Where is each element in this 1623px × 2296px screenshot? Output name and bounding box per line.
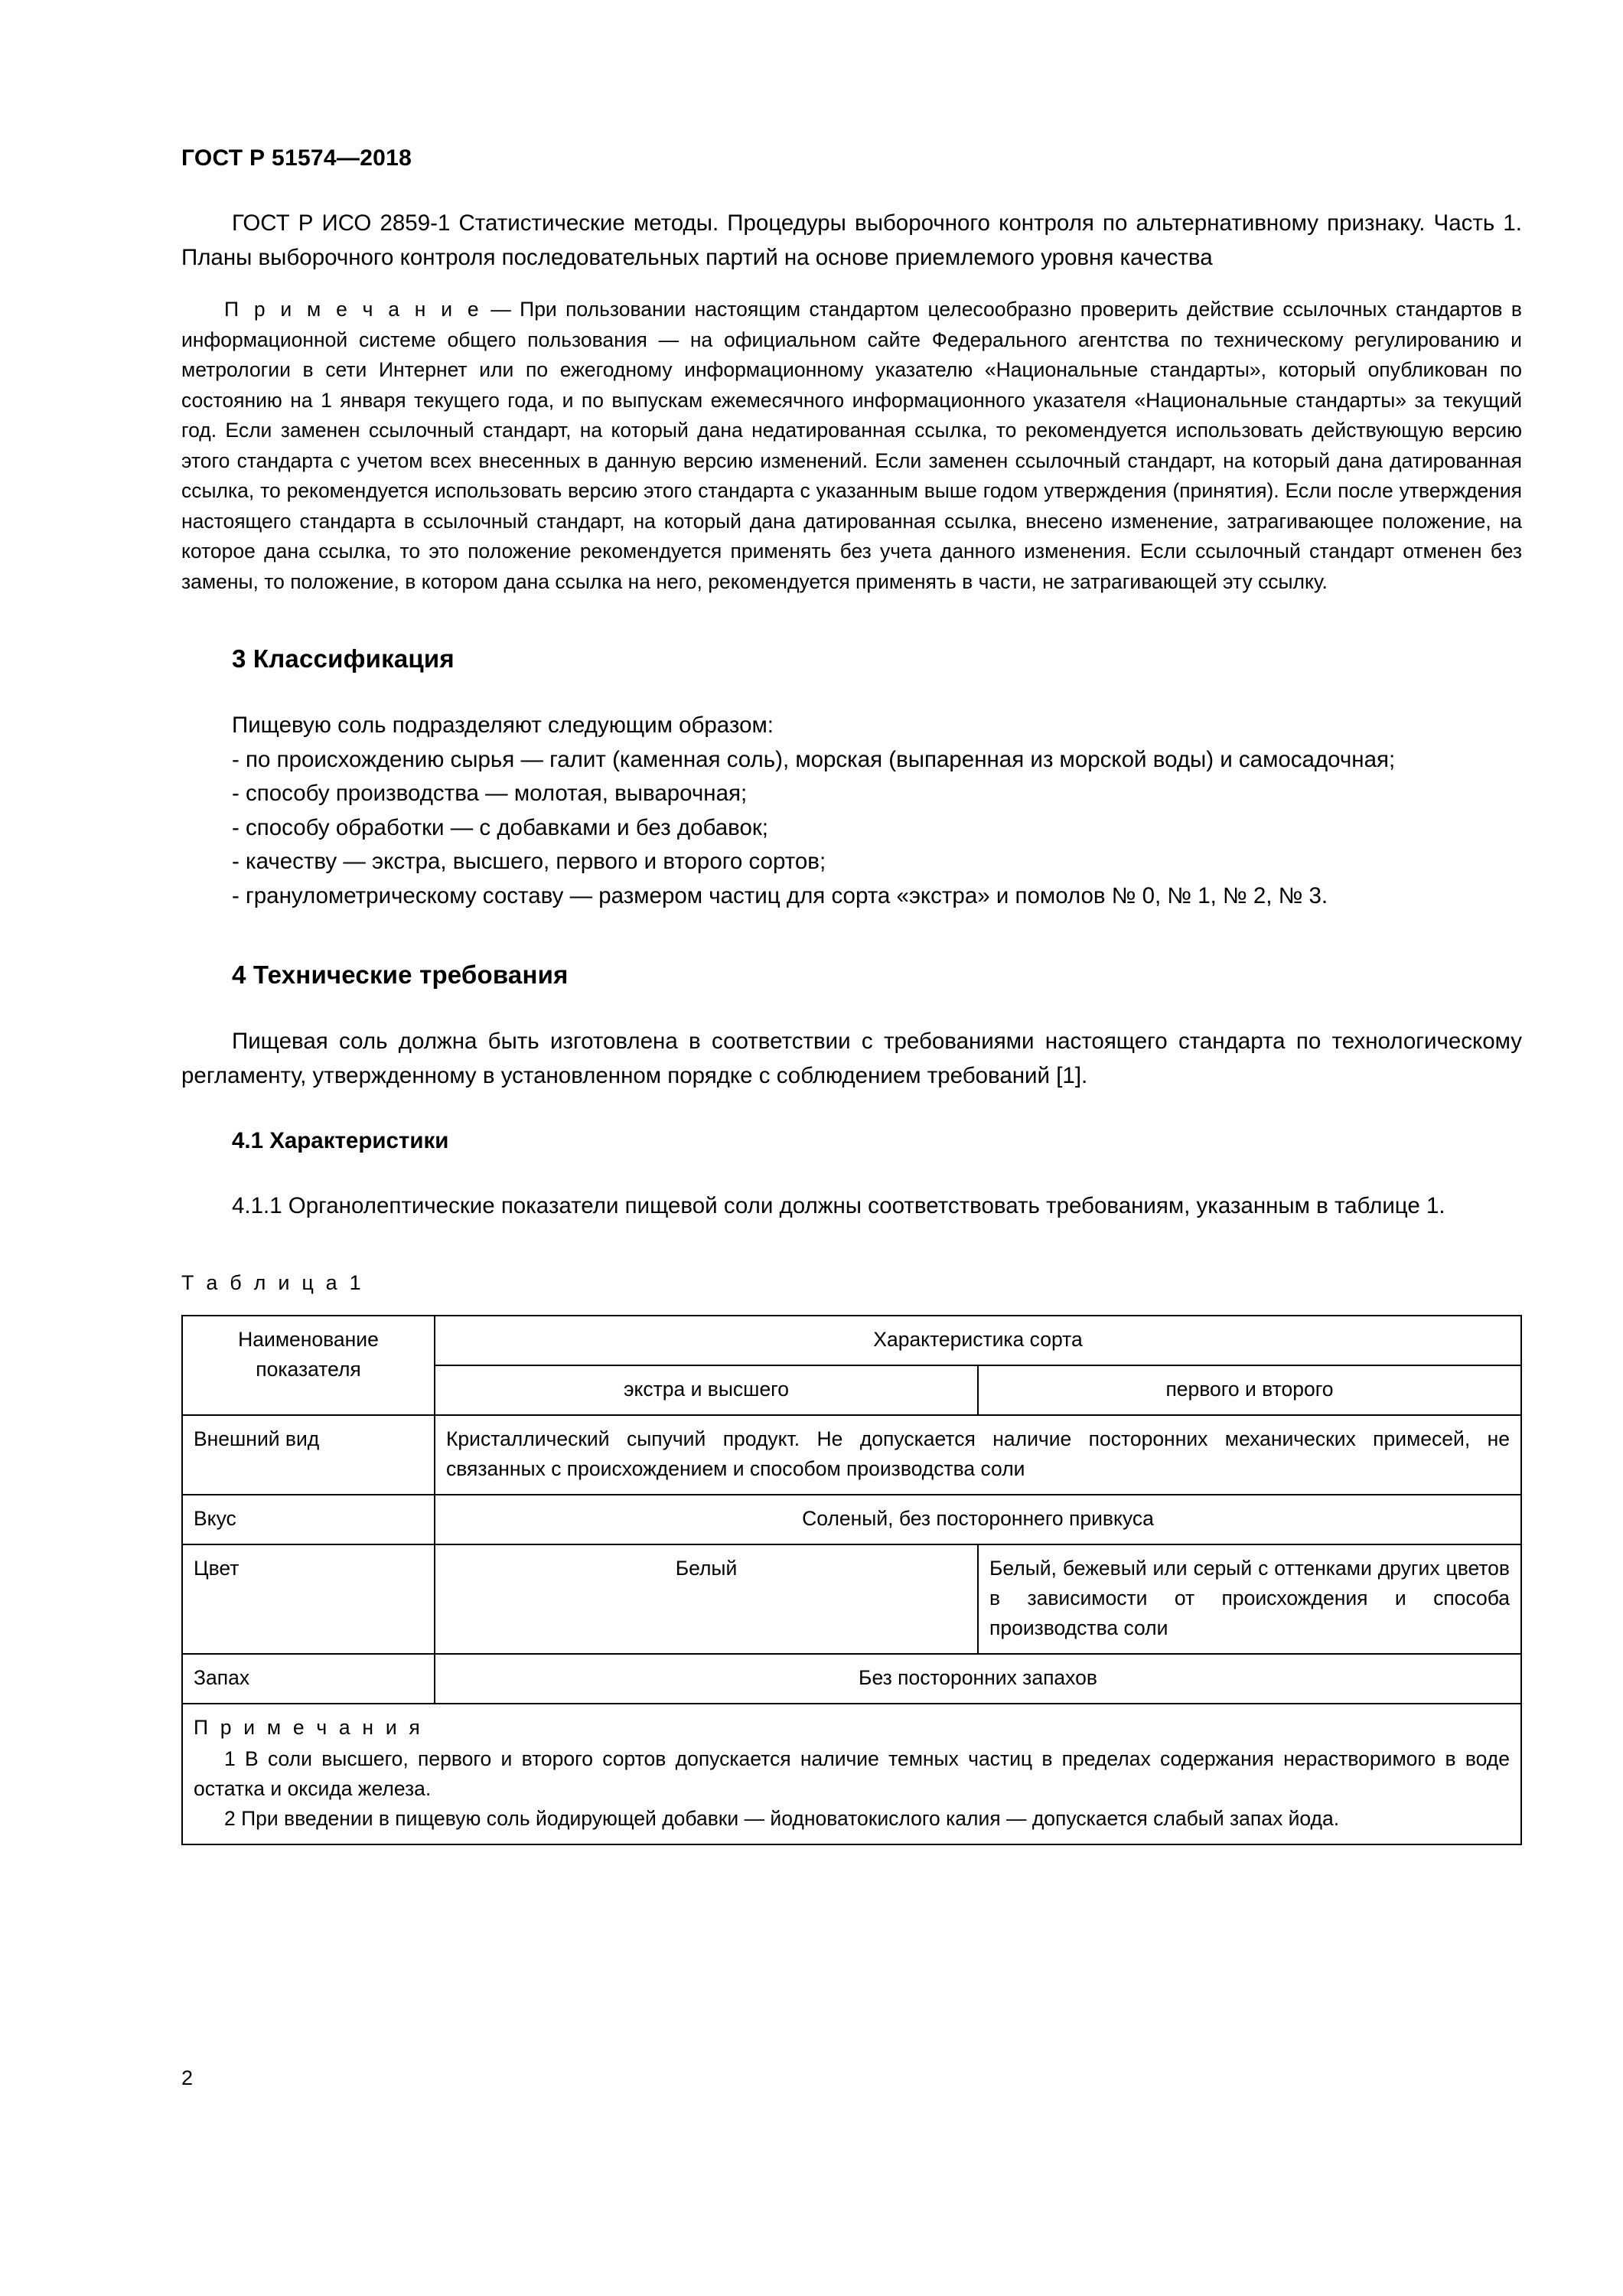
table-row (182, 1654, 1521, 1704)
table-header-row (182, 1316, 1521, 1365)
table-row (182, 1544, 1521, 1654)
row-value-taste: Соленый, без постороннего привкуса (435, 1495, 1521, 1544)
note-text: При пользовании настоящим стандартом целесообразно проверить действие ссылочных стандартов в информационной системе общего пользования — на официальном сайте Федерального агентства по техническому регулированию и метрологии в сети Интернет или по ежегодному информационному указателю «Национальные стандарты», который опубликован по состоянию на 1 января текущего года, и по выпускам ежемесячного информационного указателя «Национальные стандарты» за текущий год. Если заменен ссылочный стандарт, на который дана недатированная ссылка, то рекомендуется использовать действующую версию этого стандарта с учетом всех внесенных в данную версию изменений. Если заменен ссылочный стандарт, на который дана датированная ссылка, то рекомендуется использовать версию этого стандарта с указанным выше годом утверждения (принятия). Если после утверждения настоящего стандарта в ссылочный стандарт, на который дана датированная ссылка, внесено изменение, затрагивающее положение, на которое дана ссылка, то это положение рекомендуется применять без учета данного изменения. Если ссылочный стандарт отменен без замены, то положение, в котором дана ссылка на него, рекомендуется применять в части, не затрагивающей эту ссылку. (181, 298, 1523, 593)
document-body (181, 207, 1522, 1845)
table-note-item: 2 При введении в пищевую соль йодирующей добавки — йодноватокислого калия — допускается слабый запах йода. (224, 1806, 1340, 1830)
row-value-color-extra-high: Белый (435, 1544, 978, 1654)
row-name-taste: Вкус (182, 1495, 435, 1544)
table-row (182, 1495, 1521, 1544)
list-item: - способу производства — молотая, выварочная; (232, 781, 748, 806)
table-subheader-first-second: первого и второго (978, 1365, 1521, 1415)
row-value-color-first-second: Белый, бежевый или серый с оттенками других цветов в зависимости от происхождения и способа производства соли (978, 1544, 1521, 1654)
running-header: ГОСТ Р 51574—2018 (181, 145, 412, 171)
table-note-item: 1 В соли высшего, первого и второго сортов допускается наличие темных частиц в пределах содержания нерастворимого в воде остатка и оксида железа. (194, 1746, 1510, 1800)
table-organoleptic-indicators (181, 1315, 1522, 1845)
note-block (181, 295, 1522, 597)
note-dash: — (481, 298, 520, 321)
clause-4-1-1: 4.1.1 Органолептические показатели пищевой соли должны соответствовать требованиям, указанным в таблице 1. (232, 1193, 1445, 1218)
reference-paragraph: ГОСТ Р ИСО 2859-1 Статистические методы. Процедуры выборочного контроля по альтернативному признаку. Часть 1. Планы выборочного контроля последовательных партий на основе приемлемого уровня качества (181, 210, 1522, 270)
list-item: - гранулометрическому составу — размером частиц для сорта «экстра» и помолов № 0, № 1, № 2, № 3. (232, 882, 1328, 908)
row-name-color: Цвет (182, 1544, 435, 1654)
table-notes (182, 1704, 1521, 1844)
section-heading-3: 3 Классификация (232, 644, 455, 673)
table-caption: Т а б л и ц а 1 (181, 1270, 364, 1294)
table-row (182, 1415, 1521, 1495)
section4-intro: Пищевая соль должна быть изготовлена в соответствии с требованиями настоящего стандарта по технологическому регламенту, утвержденному в установленном порядке с соблюдением требований [1]. (181, 1029, 1522, 1088)
section-heading-4: 4 Технические требования (232, 960, 569, 989)
section3-intro: Пищевую соль подразделяют следующим образом: (232, 713, 774, 738)
subsection-heading-4-1: 4.1 Характеристики (232, 1128, 449, 1153)
page-number: 2 (181, 2066, 194, 2089)
row-name-smell: Запах (182, 1654, 435, 1704)
note-label: П р и м е ч а н и е (224, 298, 482, 321)
table-header-name: Наименование показателя (182, 1316, 435, 1415)
table-notes-heading: П р и м е ч а н и я (194, 1715, 423, 1739)
table-header-group: Характеристика сорта (435, 1316, 1521, 1365)
row-value-appearance: Кристаллический сыпучий продукт. Не допускается наличие посторонних механических примесей, не связанных с происхождением и способом производства соли (435, 1415, 1521, 1495)
row-value-smell: Без посторонних запахов (435, 1654, 1521, 1704)
list-item: - качеству — экстра, высшего, первого и второго сортов; (232, 849, 826, 874)
row-name-appearance: Внешний вид (182, 1415, 435, 1495)
list-item: - по происхождению сырья — галит (каменная соль), морская (выпаренная из морской воды) и самосадочная; (232, 746, 1396, 772)
table-notes-row (182, 1704, 1521, 1844)
table-subheader-extra-high: экстра и высшего (435, 1365, 978, 1415)
list-item: - способу обработки — с добавками и без добавок; (232, 814, 768, 840)
